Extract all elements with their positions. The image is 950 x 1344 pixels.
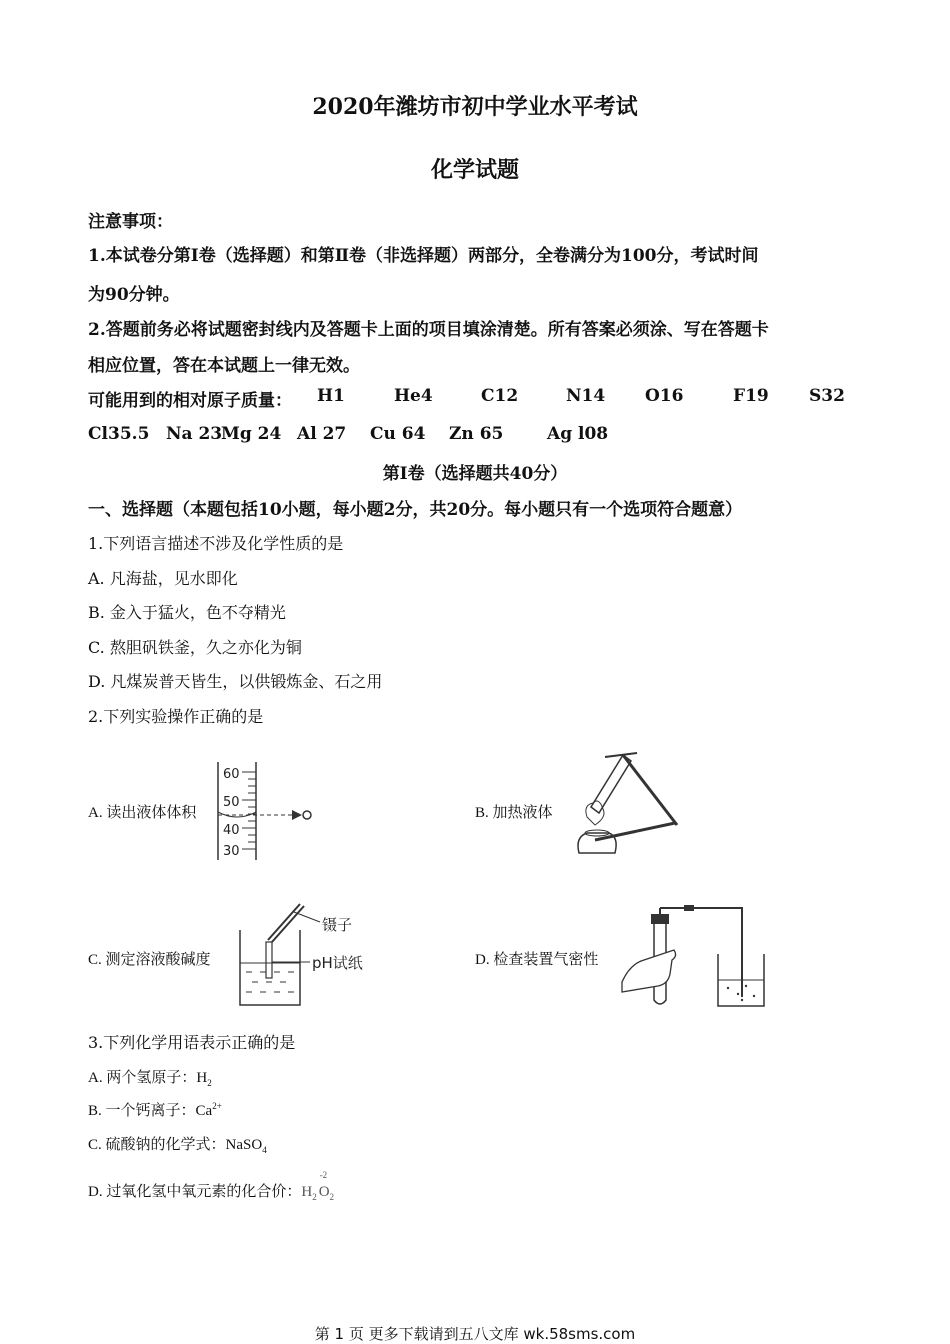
q2-option-b: B. 加热液体	[475, 805, 553, 821]
volume-title: 第Ⅰ卷（选择题共40分）	[382, 464, 568, 484]
q3-option-d-o-wrap	[318, 1170, 330, 1201]
atomic-zn: Zn 65	[449, 424, 504, 444]
q2-stem: 2.下列实验操作正确的是	[88, 707, 264, 726]
atomic-he: He4	[394, 386, 433, 406]
eye-icon	[292, 810, 302, 820]
q3-option-d	[88, 1170, 335, 1202]
atomic-mg: Mg 24	[221, 424, 282, 444]
q3-option-a-sub: 2	[207, 1078, 212, 1088]
q3-option-d-o-sub: 2	[329, 1192, 335, 1202]
q3-option-c	[88, 1133, 267, 1155]
heating-liquid-figure	[565, 745, 685, 865]
airtightness-figure	[620, 902, 770, 1012]
atomic-cl: Cl35.5	[88, 424, 150, 444]
atomic-ag: Ag l08	[547, 424, 609, 444]
cylinder-tick-60: 60	[223, 767, 240, 782]
atomic-c: C12	[481, 386, 519, 406]
part-title: 一、选择题（本题包括10小题，每小题2分，共20分。每小题只有一个选项符合题意）	[88, 500, 743, 520]
subject-title: 化学试题	[430, 157, 519, 183]
cylinder-tick-30: 30	[223, 844, 240, 859]
q2-option-a: A. 读出液体体积	[88, 805, 197, 821]
atomic-h: H1	[317, 386, 345, 406]
notes-item2-line2: 相应位置，答在本试题上一律无效。	[88, 356, 360, 376]
q1-option-d: D. 凡煤炭普天皆生，以供锻炼金、石之用	[88, 672, 383, 691]
q3-option-a-text: A. 两个氢原子：	[88, 1070, 197, 1086]
cylinder-tick-50: 50	[223, 795, 240, 810]
atomic-mass-label: 可能用到的相对原子质量：	[88, 391, 292, 411]
notes-item1-line2: 为90分钟。	[88, 285, 180, 305]
atomic-al: Al 27	[297, 424, 347, 444]
q3-option-d-o: O	[318, 1184, 330, 1200]
q3-option-b-sup: 2+	[212, 1101, 222, 1111]
q3-option-c-sub: 4	[262, 1145, 267, 1155]
q3-option-d-h: H	[301, 1184, 313, 1200]
q3-option-b-text: B. 一个钙离子：	[88, 1103, 196, 1119]
q1-option-a: A. 凡海盐，见水即化	[88, 569, 238, 588]
q1-option-c: C. 熬胆矾铁釜，久之亦化为铜	[88, 638, 302, 657]
q3-option-b-formula: Ca	[195, 1103, 213, 1119]
q2-option-c: C. 测定溶液酸碱度	[88, 952, 211, 968]
label-ph-paper: pH试纸	[312, 954, 363, 972]
q1-stem: 1.下列语言描述不涉及化学性质的是	[88, 534, 344, 553]
q3-option-d-valence: -2	[319, 1170, 328, 1180]
cylinder-tick-40: 40	[223, 823, 240, 838]
atomic-o: O16	[645, 386, 684, 406]
q3-option-d-text: D. 过氧化氢中氧元素的化合价：	[88, 1184, 302, 1200]
notes-item2-line1: 2.答题前务必将试题密封线内及答题卡上面的项目填涂清楚。所有答案必须涂、写在答题卡	[88, 320, 769, 340]
q3-option-c-formula: NaSO	[225, 1137, 263, 1153]
q1-option-b: B. 金入于猛火，色不夺精光	[88, 603, 286, 622]
atomic-f: F19	[733, 386, 769, 406]
graduated-cylinder-figure	[214, 760, 324, 865]
notes-item1-line1: 1.本试卷分第Ⅰ卷（选择题）和第Ⅱ卷（非选择题）两部分，全卷满分为100分，考试时间	[88, 246, 759, 266]
atomic-s: S32	[809, 386, 845, 406]
page-footer: 第 1 页 更多下载请到五八文库 wk.58sms.com	[314, 1325, 636, 1343]
q2-option-d: D. 检查装置气密性	[475, 952, 599, 968]
q3-option-b	[88, 1099, 222, 1120]
atomic-cu: Cu 64	[370, 424, 426, 444]
notes-heading: 注意事项：	[88, 212, 173, 232]
q3-option-c-text: C. 硫酸钠的化学式：	[88, 1137, 226, 1153]
exam-title: 2020年潍坊市初中学业水平考试	[312, 94, 638, 120]
label-tweezers: 镊子	[322, 916, 353, 934]
q3-stem: 3.下列化学用语表示正确的是	[88, 1033, 296, 1052]
atomic-n: N14	[566, 386, 606, 406]
q3-option-d-h-sub: 2	[312, 1192, 317, 1202]
ph-test-figure	[232, 900, 372, 1015]
q3-option-a	[88, 1066, 212, 1088]
q3-option-a-formula: H	[196, 1070, 208, 1086]
atomic-na: Na 23	[166, 424, 223, 444]
